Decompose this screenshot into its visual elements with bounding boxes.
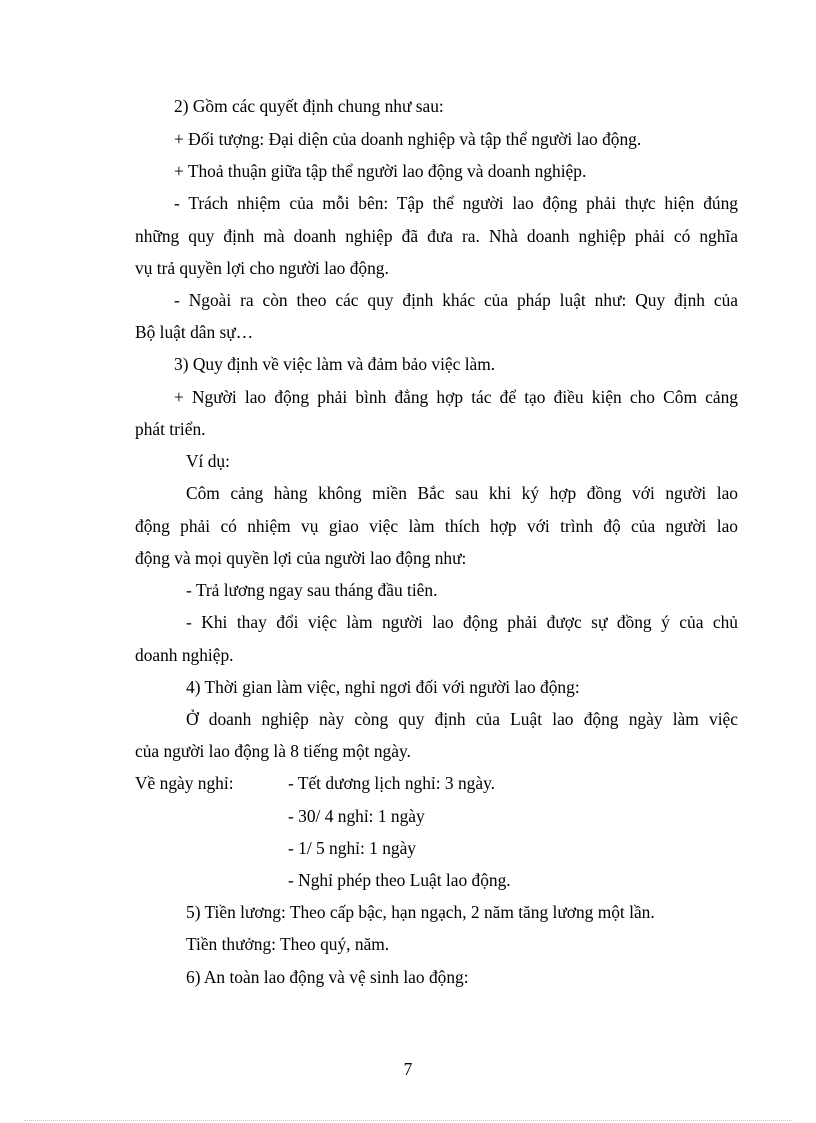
text-line: doanh nghiệp. xyxy=(135,645,234,665)
text-line: Tiền thưởng: Theo quý, năm. xyxy=(186,934,390,954)
page-number: 7 xyxy=(403,1059,413,1079)
text-line: - 30/ 4 nghỉ: 1 ngày xyxy=(288,806,425,826)
text-line: - Nghỉ phép theo Luật lao động. xyxy=(288,870,511,890)
text-line: Côm cảng hàng không miền Bắc sau khi ký hợp đồng với người lao xyxy=(186,483,738,503)
text-line: động và mọi quyền lợi của người lao động như: xyxy=(135,548,467,568)
text-line: Về ngày nghỉ: xyxy=(135,773,234,793)
text-line: 5) Tiền lương: Theo cấp bậc, hạn ngạch, 2 năm tăng lương một lần. xyxy=(186,902,655,922)
text-line: Ví dụ: xyxy=(186,451,230,471)
text-line: 3) Quy định về việc làm và đảm bảo việc làm. xyxy=(174,354,496,374)
text-line: - 1/ 5 nghỉ: 1 ngày xyxy=(288,838,417,858)
text-line: - Tết dương lịch nghỉ: 3 ngày. xyxy=(288,773,495,793)
text-line: Bộ luật dân sự… xyxy=(135,322,254,342)
text-line: 6) An toàn lao động và vệ sinh lao động: xyxy=(186,967,469,987)
text-line: động phải có nhiệm vụ giao việc làm thích hợp với trình độ của người lao xyxy=(135,516,738,536)
text-line: phát triển. xyxy=(135,419,206,439)
text-line: của người lao động là 8 tiếng một ngày. xyxy=(135,741,411,761)
page-bottom-divider xyxy=(24,1120,792,1121)
text-line: vụ trả quyền lợi cho người lao động. xyxy=(135,258,389,278)
text-line: 4) Thời gian làm việc, nghỉ ngơi đối với người lao động: xyxy=(186,677,580,697)
text-line: + Đối tượng: Đại diện của doanh nghiệp và tập thể người lao động. xyxy=(174,129,642,149)
text-line: - Trách nhiệm của mỗi bên: Tập thể người lao động phải thực hiện đúng xyxy=(174,193,738,213)
text-line: + Thoả thuận giữa tập thể người lao động và doanh nghiệp. xyxy=(174,161,587,181)
text-line: - Ngoài ra còn theo các quy định khác của pháp luật như: Quy định của xyxy=(174,290,738,310)
text-line: + Người lao động phải bình đẳng hợp tác để tạo điều kiện cho Côm cảng xyxy=(174,387,738,407)
text-line: Ở doanh nghiệp này còng quy định của Luật lao động ngày làm việc xyxy=(186,709,738,729)
text-line: 2) Gồm các quyết định chung như sau: xyxy=(174,96,444,116)
text-line: những quy định mà doanh nghiệp đã đưa ra. Nhà doanh nghiệp phải có nghĩa xyxy=(135,226,738,246)
text-line: - Khi thay đổi việc làm người lao động phải được sự đồng ý của chủ xyxy=(186,612,738,632)
text-line: - Trả lương ngay sau tháng đầu tiên. xyxy=(186,580,438,600)
